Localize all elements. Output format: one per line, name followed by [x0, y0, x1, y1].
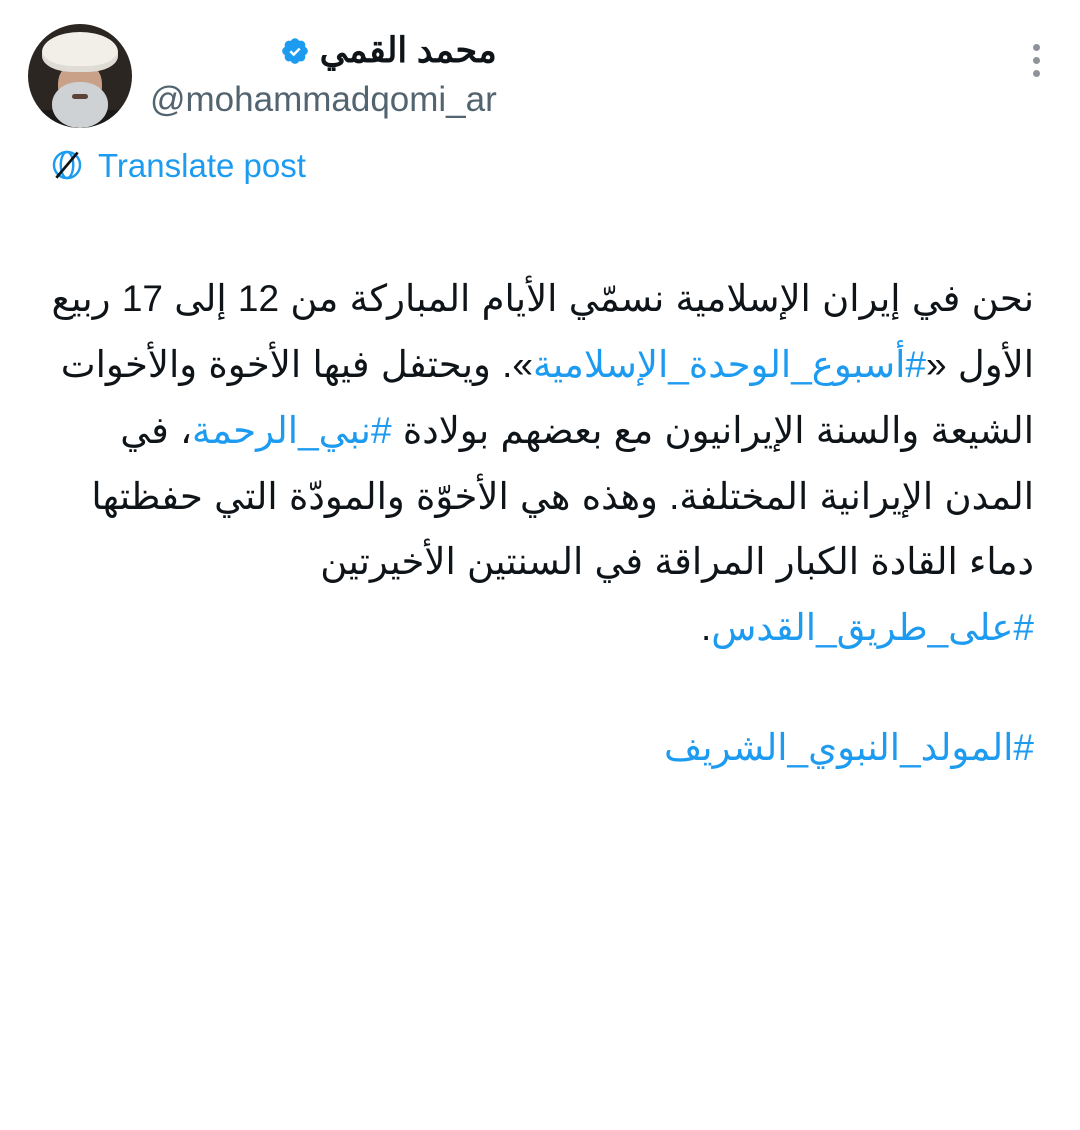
author-display-name[interactable]: محمد القمي: [319, 31, 497, 70]
hashtag-on-the-road-to-quds[interactable]: #على_طريق_القدس: [711, 607, 1034, 649]
translate-post-button[interactable]: [50, 148, 306, 182]
hashtag-islamic-unity-week[interactable]: #أسبوع_الوحدة_الإسلامية: [533, 343, 926, 385]
translate-post-label: Translate post: [98, 146, 306, 184]
text-segment-4: .: [700, 607, 712, 649]
hashtag-prophet-of-mercy[interactable]: #نبي_الرحمة: [192, 409, 392, 451]
dot-3: [1033, 70, 1040, 77]
avatar-turban: [42, 32, 118, 72]
author-nameline: [150, 30, 497, 72]
post-paragraph-2: [42, 715, 1034, 781]
avatar[interactable]: [28, 24, 132, 128]
dot-1: [1033, 44, 1040, 51]
post-paragraph: [42, 266, 1034, 661]
verified-badge-icon: [280, 36, 310, 66]
post-text: [28, 266, 1052, 781]
author-block: [150, 24, 497, 122]
paragraph-spacer: [42, 661, 1034, 715]
dot-2: [1033, 57, 1040, 64]
translate-icon: [50, 148, 84, 182]
avatar-beard: [52, 82, 108, 128]
more-options-icon[interactable]: [1032, 44, 1040, 77]
text-segment-2: ». ويحتفل فيها الأخوة والأخوات الشيعة والسنة الإيرانيون مع بعضهم بولادة: [60, 343, 1034, 451]
hashtag-mawlid-nabawi[interactable]: #المولد_النبوي_الشريف: [663, 727, 1034, 769]
text-segment-1: نحن في إيران الإسلامية نسمّي الأيام المباركة من 12 إلى 17 ربيع الأول «: [51, 278, 1034, 385]
avatar-mouth: [72, 94, 88, 99]
author-handle[interactable]: @mohammadqomi_ar: [150, 80, 497, 119]
post-header: [28, 24, 1052, 128]
text-segment-3: ، في المدن الإيرانية المختلفة. وهذه هي الأخوّة والمودّة التي حفظتها دماء القادة الكبار المراقة في السنتين الأخيرتين: [91, 409, 1034, 583]
